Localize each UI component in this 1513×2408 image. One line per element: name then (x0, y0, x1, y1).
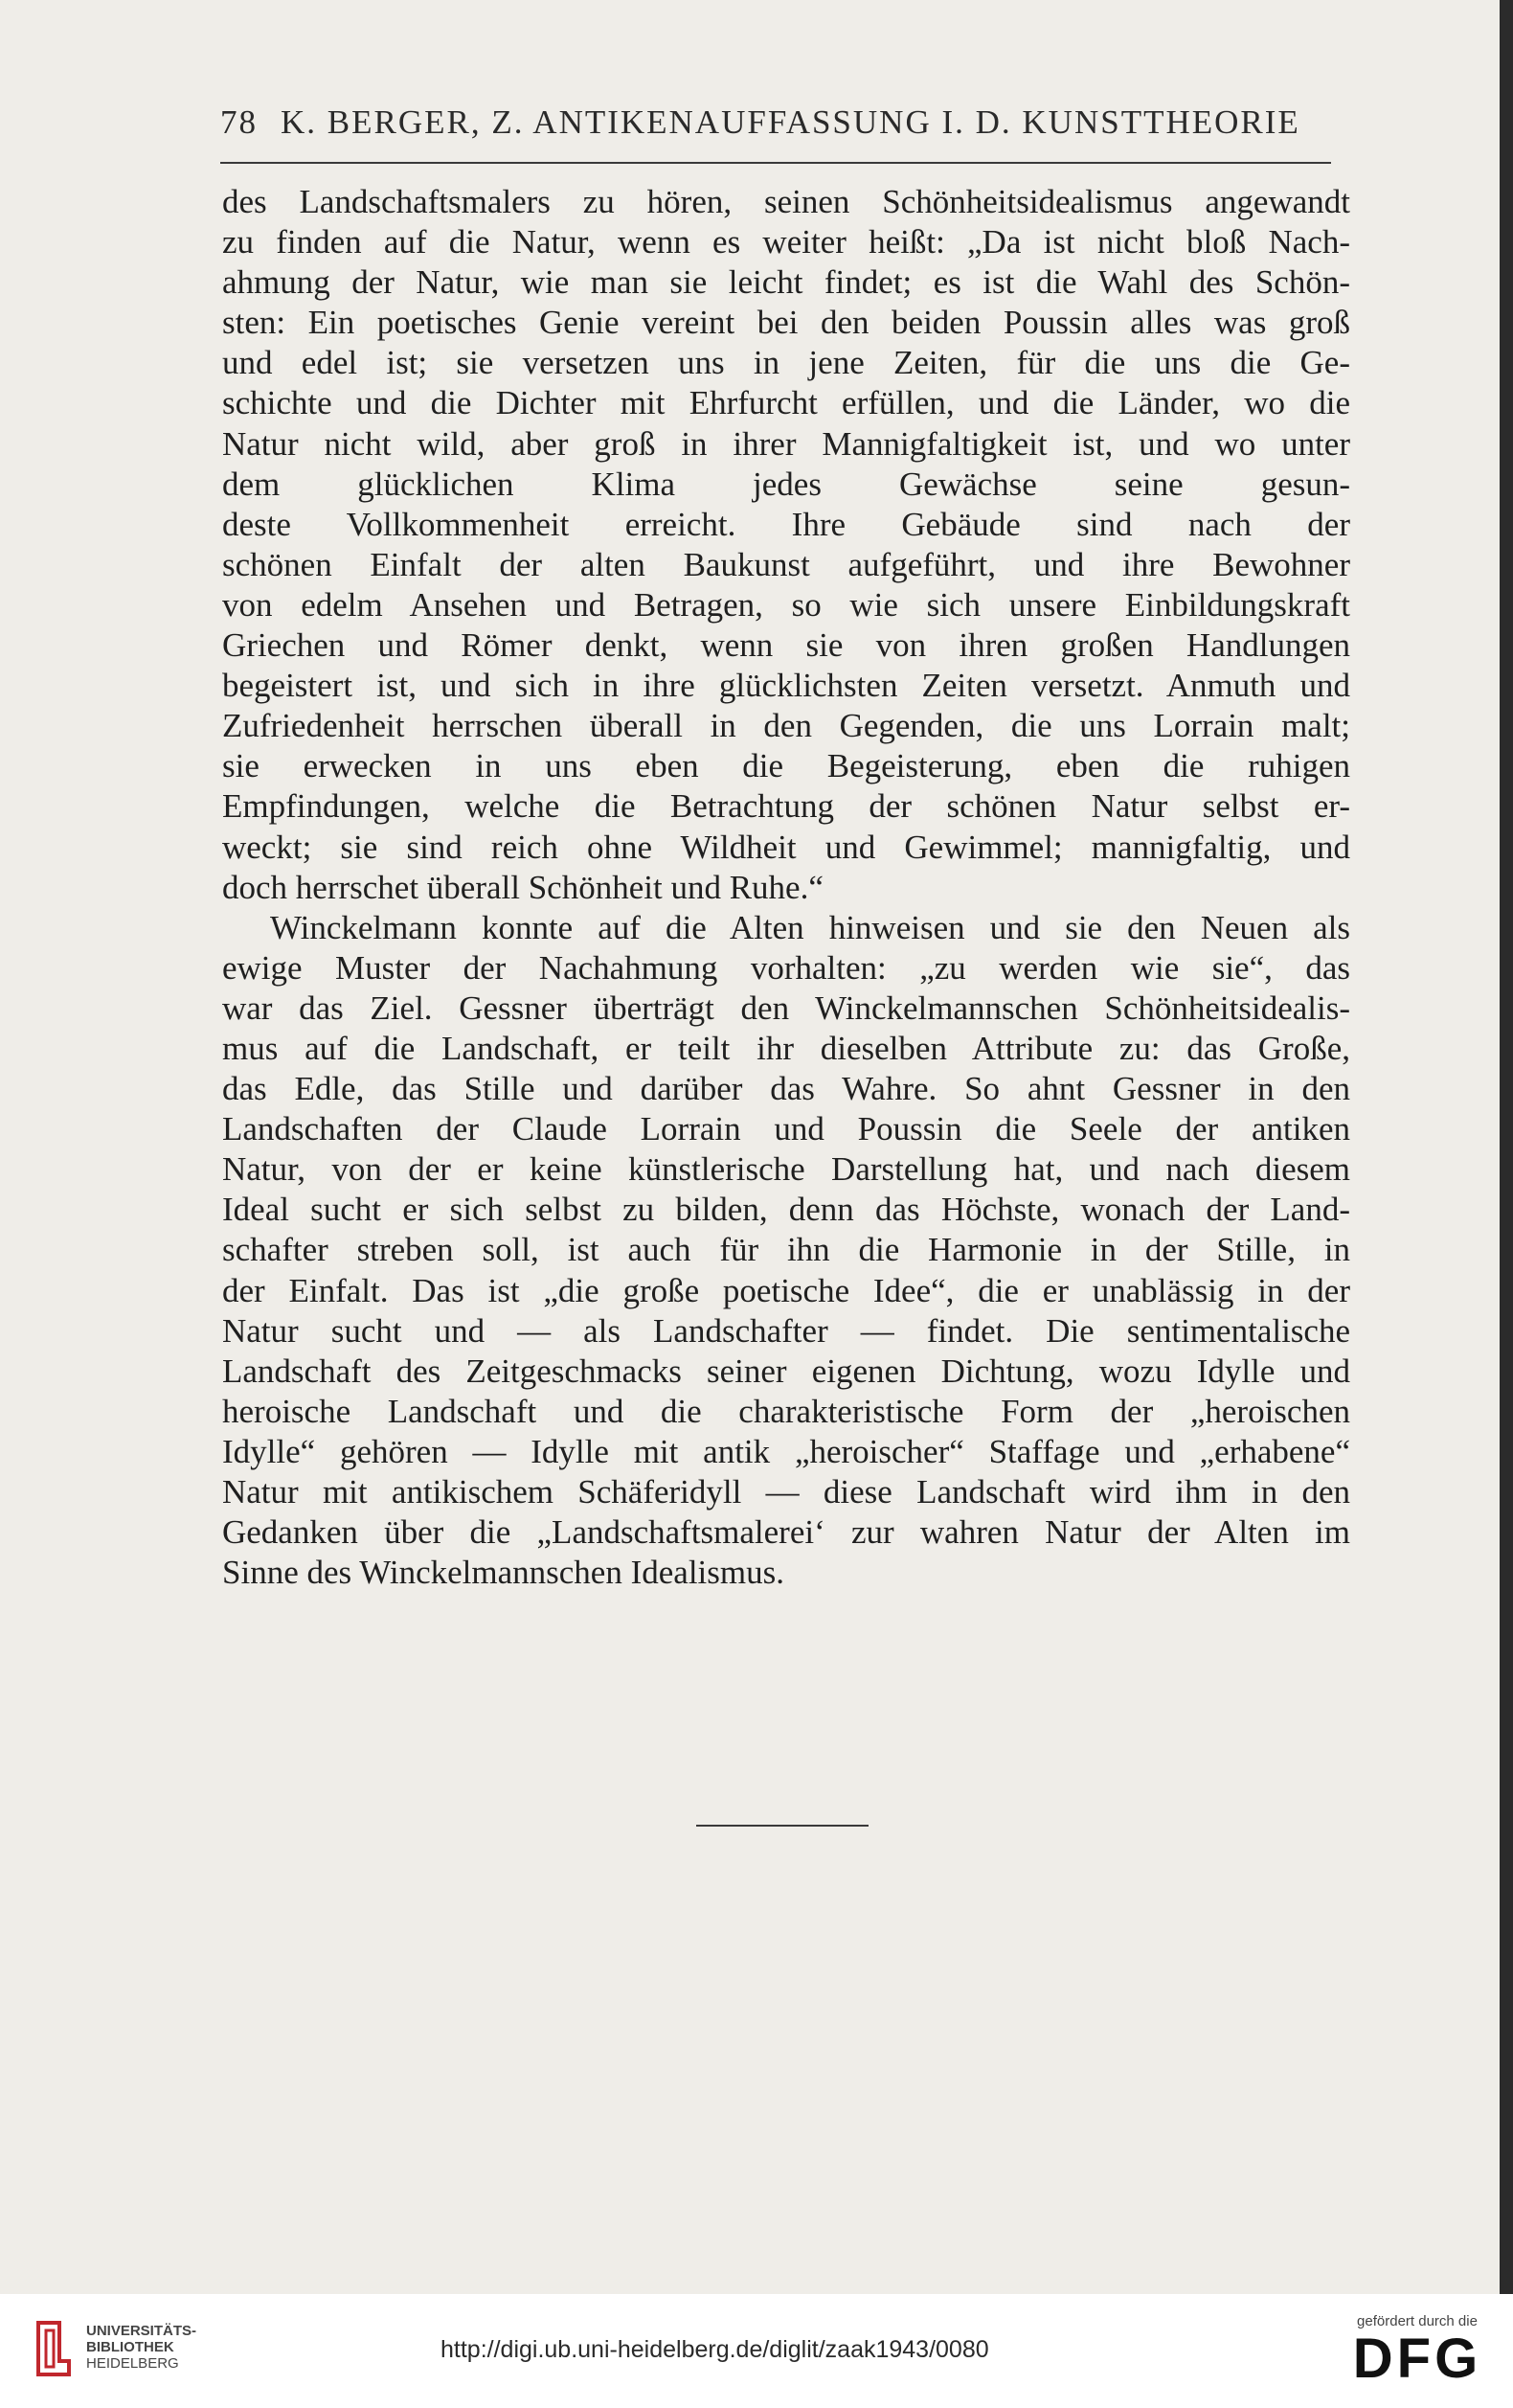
library-line-2: BIBLIOTHEK (86, 2339, 174, 2355)
text-line: Ideal sucht er sich selbst zu bilden, denn das Höchste, wonach der Land- (222, 1191, 1350, 1229)
text-line: Sinne des Winckelmannschen Idealismus. (222, 1554, 784, 1592)
text-line: Natur nicht wild, aber groß in ihrer Mannigfaltigkeit ist, und wo unter (222, 424, 1350, 463)
text-line: schichte und die Dichter mit Ehrfurcht erfüllen, und die Länder, wo die (222, 384, 1350, 422)
text-line: ahmung der Natur, wie man sie leicht findet; es ist die Wahl des Schön- (222, 263, 1350, 302)
text-line: von edelm Ansehen und Betragen, so wie sich unsere Einbildungskraft (222, 585, 1350, 624)
text-line: begeistert ist, und sich in ihre glücklichsten Zeiten versetzt. Anmuth und (222, 667, 1350, 705)
text-line: weckt; sie sind reich ohne Wildheit und Gewimmel; mannigfaltig, und (222, 828, 1350, 866)
page-number: 78 (220, 103, 258, 141)
text-line: Natur, von der er keine künstlerische Darstellung hat, und nach diesem (222, 1150, 1350, 1189)
funder-block (1331, 2313, 1503, 2399)
text-line: dem glücklichen Klima jedes Gewächse seine gesun- (222, 465, 1350, 503)
header-rule (220, 162, 1331, 164)
text-line: ewige Muster der Nachahmung vorhalten: „zu werden wie sie“, das (222, 948, 1350, 987)
text-line: war das Ziel. Gessner überträgt den Winckelmannschen Schönheitsidealis- (222, 988, 1350, 1027)
text-line: Idylle“ gehören — Idylle mit antik „heroischer“ Staffage und „erhabene“ (222, 1432, 1350, 1470)
text-line: des Landschaftsmalers zu hören, seinen Schönheitsidealismus angewandt (222, 183, 1350, 220)
text-line: der Einfalt. Das ist „die große poetische Idee“, die er unablässig in der (222, 1271, 1350, 1309)
text-line: doch herrschet überall Schönheit und Ruhe.“ (222, 868, 824, 906)
text-line: Zufriedenheit herrschen überall in den Gegenden, die uns Lorrain malt; (222, 707, 1350, 745)
text-line: deste Vollkommenheit erreicht. Ihre Gebäude sind nach der (222, 505, 1350, 543)
text-line: Gedanken über die „Landschaftsmalerei‘ zur wahren Natur der Alten im (222, 1513, 1350, 1552)
text-line: Empfindungen, welche die Betrachtung der schönen Natur selbst er- (222, 787, 1350, 826)
text-line: zu finden auf die Natur, wenn es weiter heißt: „Da ist nicht bloß Nach- (222, 223, 1350, 261)
text-line: schönen Einfalt der alten Baukunst aufgeführt, und ihre Bewohner (222, 545, 1350, 583)
library-line-3: HEIDELBERG (86, 2355, 179, 2372)
viewer-footer (0, 2294, 1513, 2408)
text-line: sie erwecken in uns eben die Begeisterung, eben die ruhigen (222, 747, 1350, 785)
body-text (222, 182, 1350, 1593)
text-line: heroische Landschaft und die charakteristische Form der „heroischen (222, 1392, 1350, 1430)
text-line: Griechen und Römer denkt, wenn sie von ihren großen Handlungen (222, 626, 1350, 665)
permalink-url[interactable]: http://digi.ub.uni-heidelberg.de/diglit/zaak1943/0080 (440, 2336, 989, 2363)
text-line: das Edle, das Stille und darüber das Wahre. So ahnt Gessner in den (222, 1070, 1350, 1108)
text-line: Natur mit antikischem Schäferidyll — diese Landschaft wird ihm in den (222, 1473, 1350, 1511)
text-line: schafter streben soll, ist auch für ihn die Harmonie in der Stille, in (222, 1231, 1350, 1269)
funder-caption: gefördert durch die (1357, 2313, 1478, 2329)
text-line: Landschaften der Claude Lorrain und Poussin die Seele der antiken (222, 1110, 1350, 1148)
scan-edge (1500, 0, 1513, 2294)
university-library-logo-icon (31, 2319, 79, 2380)
running-title: K. BERGER, Z. ANTIKENAUFFASSUNG I. D. KUNSTTHEORIE (281, 103, 1300, 141)
text-line: Natur sucht und — als Landschafter — findet. Die sentimentalische (222, 1311, 1350, 1350)
text-line: mus auf die Landschaft, er teilt ihr dieselben Attribute zu: das Große, (222, 1029, 1350, 1067)
text-line: sten: Ein poetisches Genie vereint bei den beiden Poussin alles was groß (222, 304, 1350, 342)
library-line-1: UNIVERSITÄTS- (86, 2323, 197, 2339)
section-end-rule (696, 1825, 869, 1827)
library-name (86, 2323, 196, 2372)
text-line: Winckelmann konnte auf die Alten hinweisen und sie den Neuen als (270, 908, 1350, 946)
text-line: Landschaft des Zeitgeschmacks seiner eigenen Dichtung, wozu Idylle und (222, 1352, 1350, 1390)
running-header (220, 103, 1331, 151)
text-line: und edel ist; sie versetzen uns in jene Zeiten, für die uns die Ge- (222, 344, 1350, 382)
dfg-logo: DFG (1352, 2328, 1482, 2390)
